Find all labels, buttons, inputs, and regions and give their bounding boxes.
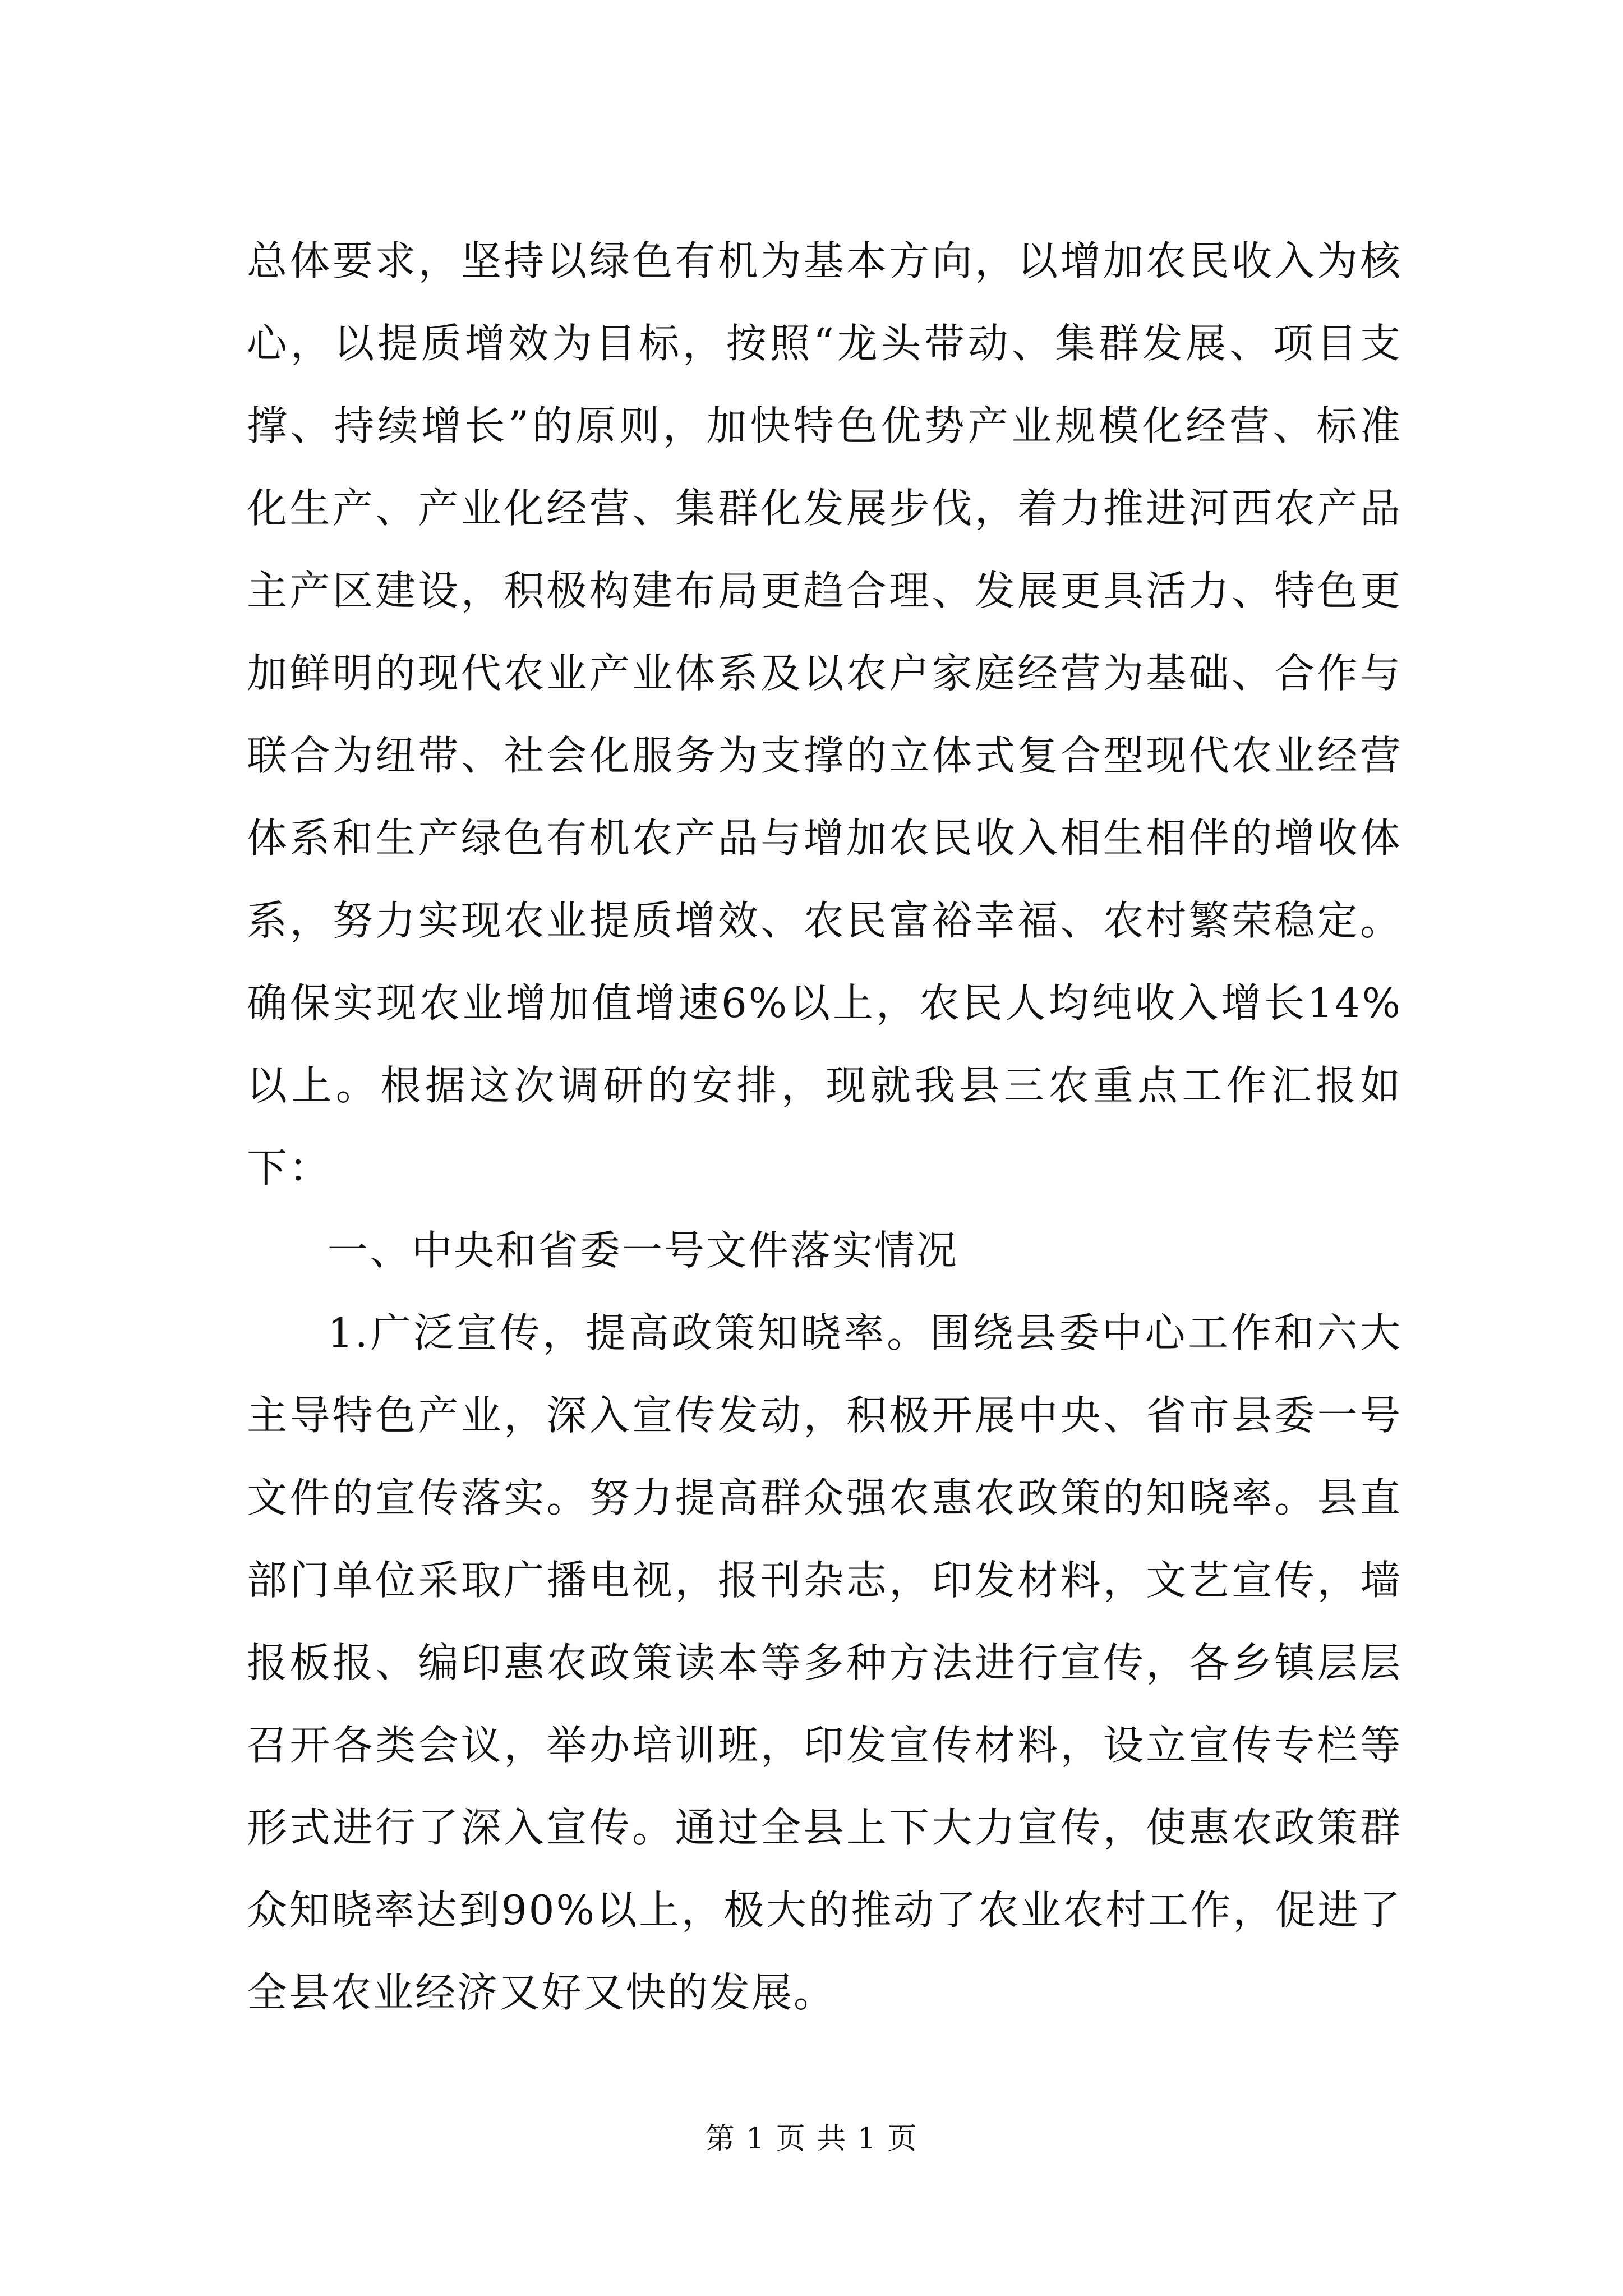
body-paragraph: 1.广泛宣传，提高政策知晓率。围绕县委中心工作和六大主导特色产业，深入宣传发动，积极开展中央、省市县委一号文件的宣传落实。努力提高群众强农惠农政策的知晓率。县直部门单位采取广播电视，报刊杂志，印发材料，文艺宣传，墙报板报、编印惠农政策读本等多种方法进行宣传，各乡镇层层召开各类会议，举办培训班，印发宣传材料，设立宣传专栏等形式进行了深入宣传。通过全县上下大力宣传，使惠农政策群众知晓率达到90%以上，极大的推动了农业农村工作，促进了全县农业经济又好又快的发展。 [247, 1309, 1402, 2016]
page-footer [0, 2115, 1623, 2157]
body-paragraph-continuation: 总体要求，坚持以绿色有机为基本方向，以增加农民收入为核心，以提质增效为目标，按照“龙头带动、集群发展、项目支撑、持续增长”的原则，加快特色优势产业规模化经营、标准化生产、产业化经营、集群化发展步伐，着力推进河西农产品主产区建设，积极构建布局更趋合理、发展更具活力、特色更加鲜明的现代农业产业体系及以农户家庭经营为基础、合作与联合为纽带、社会化服务为支撑的立体式复合型现代农业经营体系和生产绿色有机农产品与增加农民收入相生相伴的增收体系，努力实现农业提质增效、农民富裕幸福、农村繁荣稳定。确保实现农业增加值增速6%以上，农民人均纯收入增长14%以上。根据这次调研的安排，现就我县三农重点工作汇报如下： [247, 237, 1402, 1191]
page-number-label: 第 1 页 共 1 页 [705, 2122, 918, 2156]
section-heading: 一、中央和省委一号文件落实情况 [328, 1227, 959, 1274]
document-body [247, 220, 1402, 2034]
